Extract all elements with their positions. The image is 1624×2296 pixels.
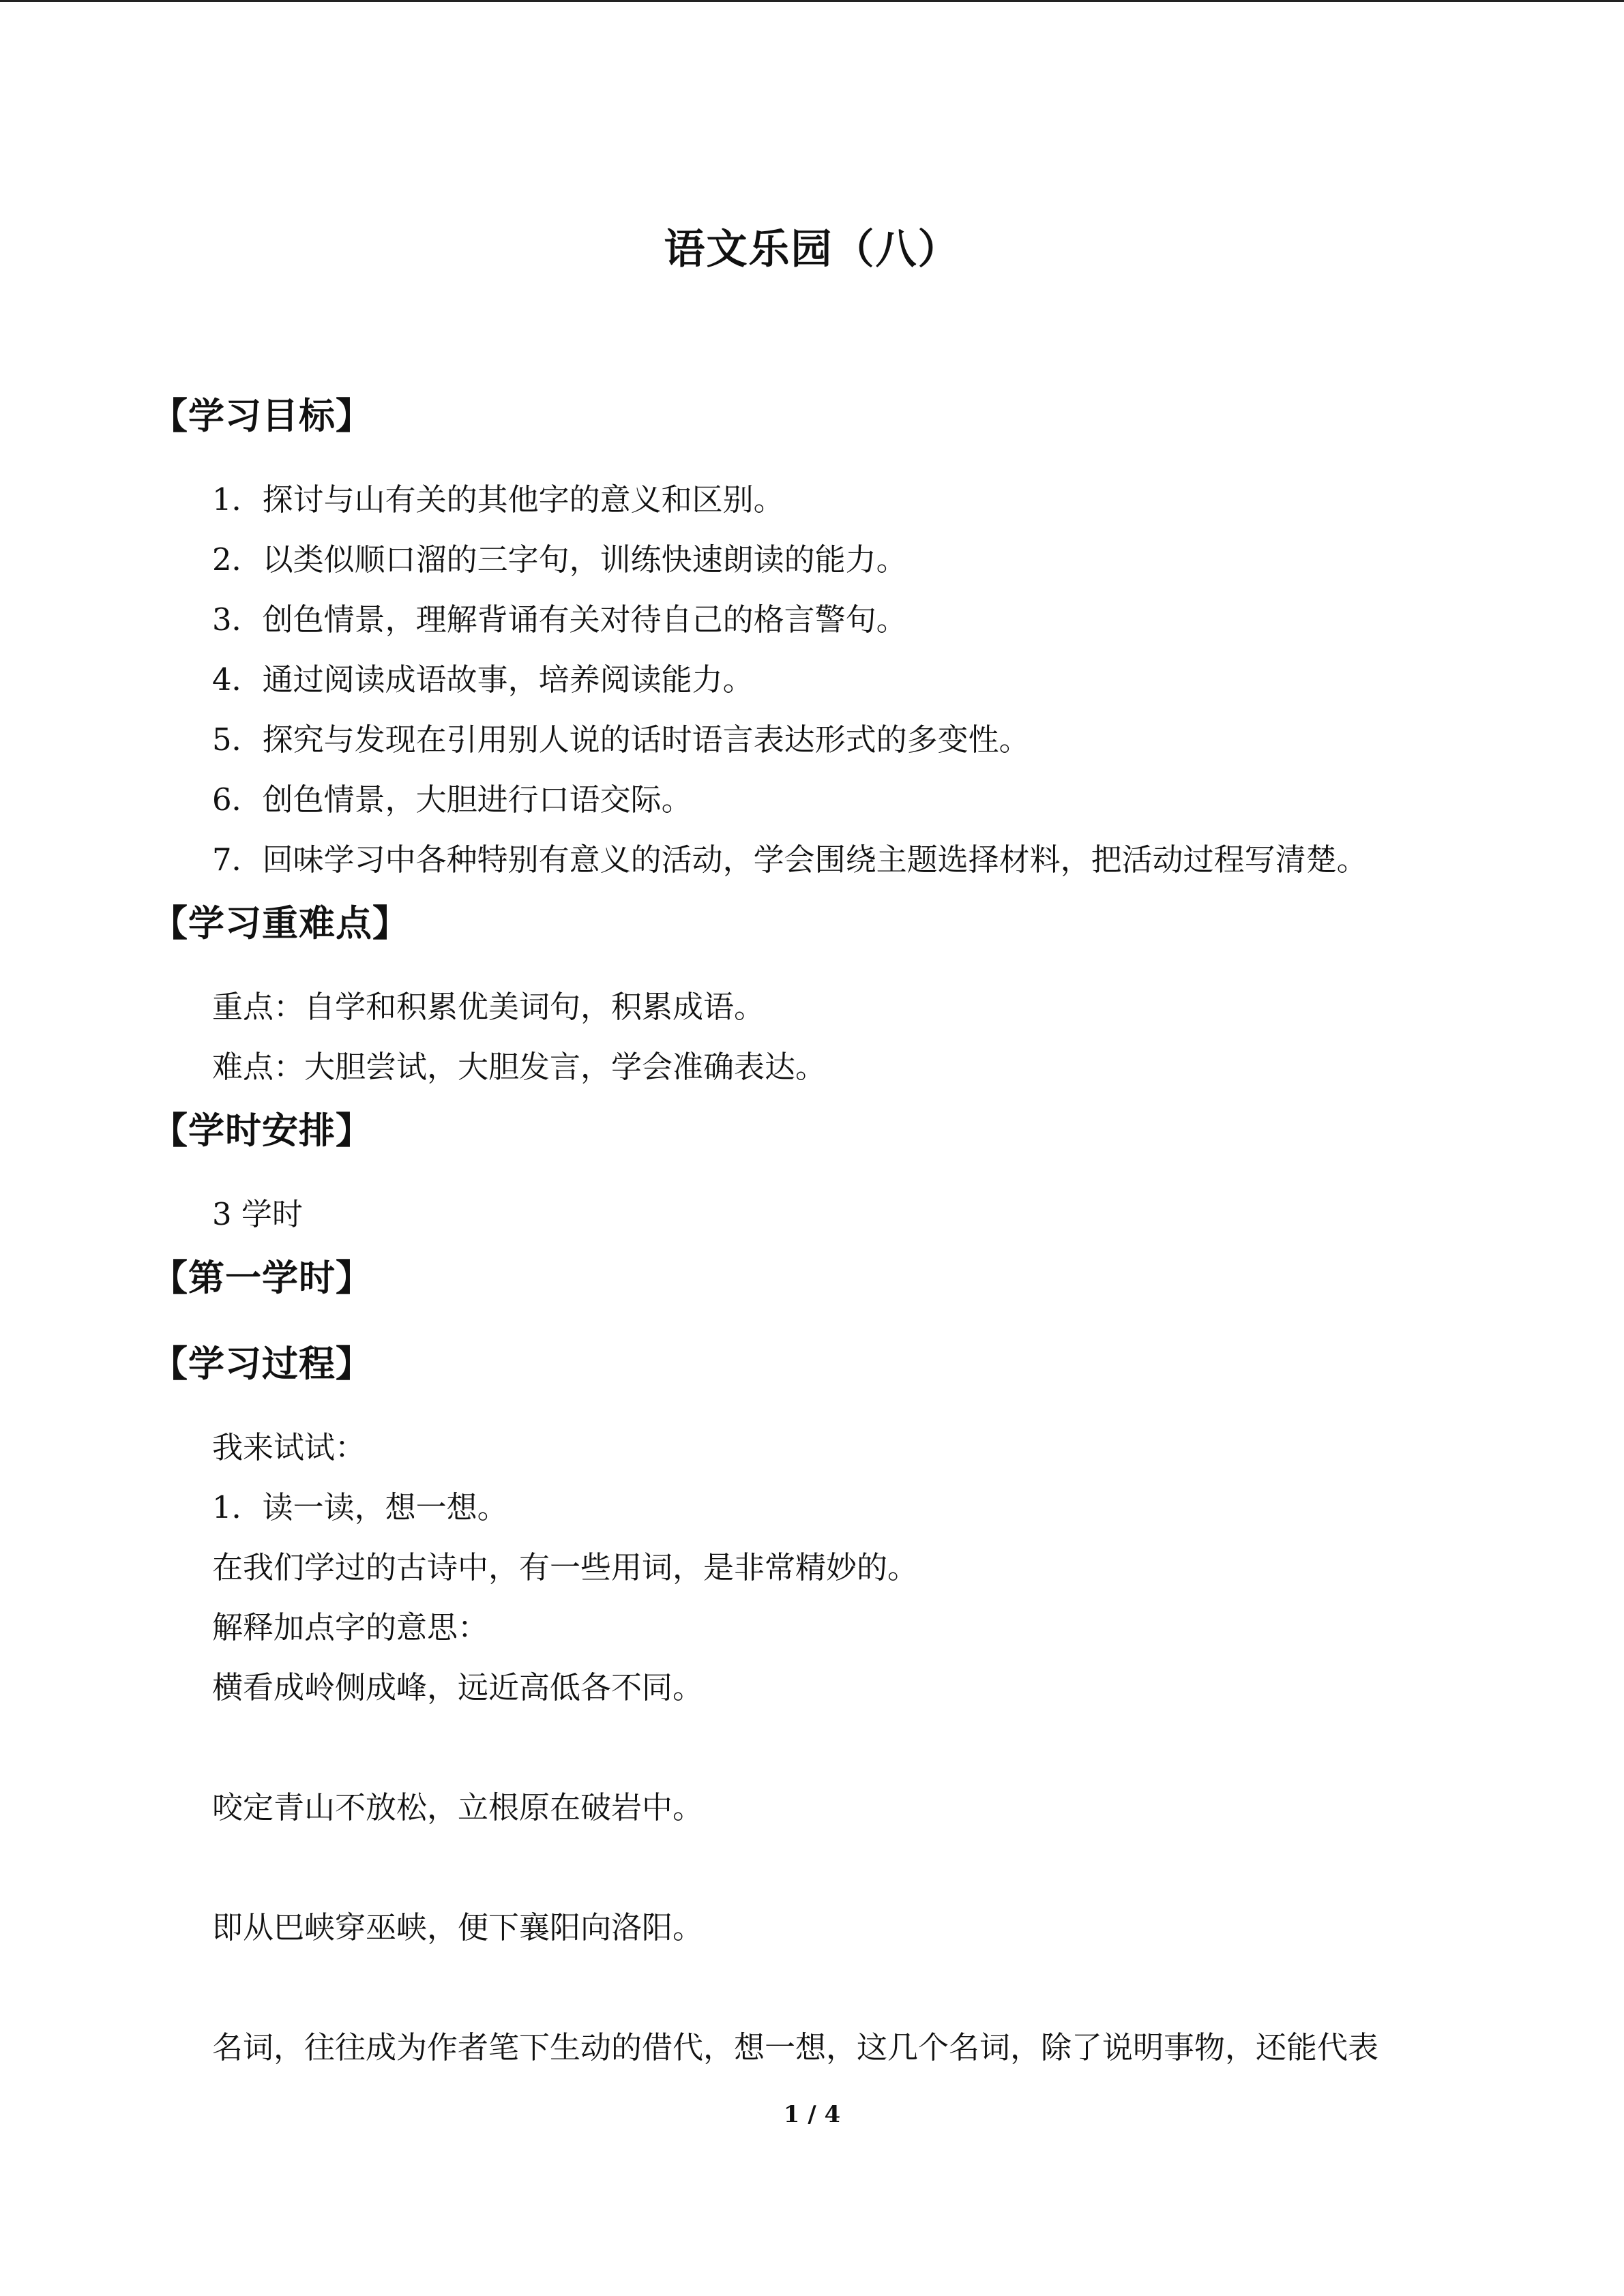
schedule-text: 3 学时 — [212, 1196, 303, 1232]
process-line-1: 我来试试： — [212, 1429, 366, 1465]
poem-line-3: 即从巴峡穿巫峡，便下襄阳向洛阳。 — [212, 1909, 704, 1945]
section-heading-process: 【学习过程】 — [151, 1343, 372, 1385]
goal-item-text: 创色情景，大胆进行口语交际。 — [262, 781, 692, 818]
process-line-last: 名词，往往成为作者笔下生动的借代，想一想，这几个名词，除了说明事物，还能代表 — [212, 2029, 1379, 2066]
poem-line-1: 横看成岭侧成峰，远近高低各不同。 — [212, 1669, 704, 1705]
goal-item-text: 回味学习中各种特别有意义的活动，学会围绕主题选择材料，把活动过程写清楚。 — [262, 841, 1368, 878]
goal-item-text: 探讨与山有关的其他字的意义和区别。 — [262, 481, 784, 518]
section-heading-schedule: 【学时安排】 — [151, 1109, 372, 1152]
goal-item-2 — [212, 535, 907, 579]
key-point-difficulty: 难点：大胆尝试，大胆发言，学会准确表达。 — [212, 1049, 827, 1085]
goal-item-5 — [212, 715, 1030, 759]
goal-item-text: 创色情景，理解背诵有关对待自己的格言警句。 — [262, 601, 907, 638]
goal-item-6 — [212, 775, 692, 819]
goal-item-number: 6． — [212, 781, 263, 818]
process-line-4: 解释加点字的意思： — [212, 1609, 489, 1645]
goal-item-4 — [212, 655, 754, 699]
section-heading-first-period: 【第一学时】 — [151, 1257, 372, 1299]
section-heading-key-points: 【学习重难点】 — [151, 902, 409, 944]
goal-item-text: 通过阅读成语故事，培养阅读能力。 — [262, 661, 754, 698]
goal-item-1 — [212, 475, 784, 519]
page-number: 1 / 4 — [783, 2101, 841, 2128]
goal-item-number: 5． — [212, 721, 263, 758]
goal-item-number: 4． — [212, 661, 263, 698]
document-title: 语文乐园（八） — [664, 226, 960, 273]
goal-item-text: 以类似顺口溜的三字句，训练快速朗读的能力。 — [262, 541, 907, 578]
goal-item-3 — [212, 595, 907, 639]
goal-item-number: 2． — [212, 541, 263, 578]
goal-item-number: 3． — [212, 601, 263, 638]
goal-item-text: 探究与发现在引用别人说的话时语言表达形式的多变性。 — [262, 721, 1030, 758]
key-point-focus: 重点：自学和积累优美词句，积累成语。 — [212, 989, 765, 1025]
process-line-3: 在我们学过的古诗中，有一些用词，是非常精妙的。 — [212, 1549, 919, 1585]
goal-item-number: 7． — [212, 841, 263, 878]
poem-line-2: 咬定青山不放松，立根原在破岩中。 — [212, 1789, 704, 1825]
process-line-2: 1．读一读，想一想。 — [212, 1489, 508, 1525]
section-heading-goals: 【学习目标】 — [151, 395, 372, 437]
goal-item-7 — [212, 835, 1368, 879]
goal-item-number: 1． — [212, 481, 263, 518]
